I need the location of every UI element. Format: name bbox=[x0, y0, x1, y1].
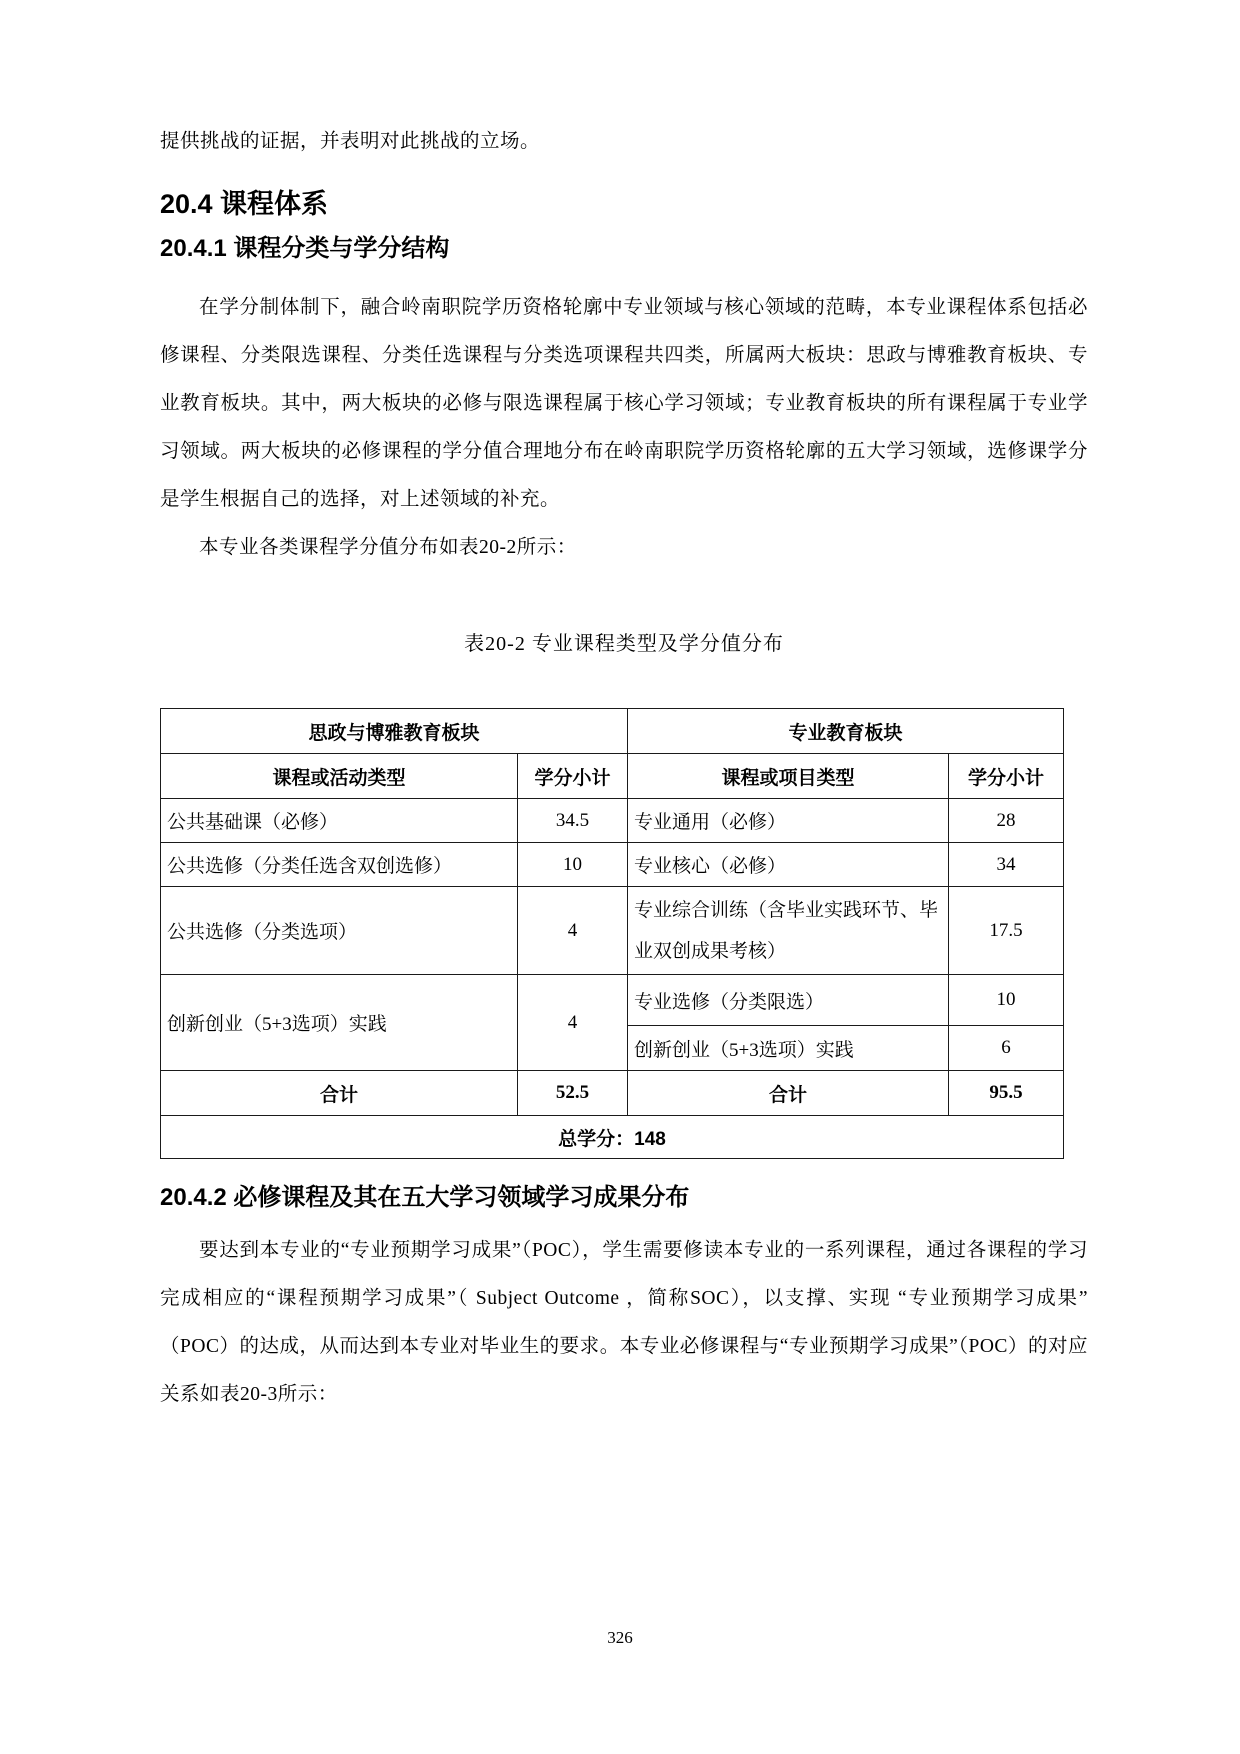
paragraph-credit-structure: 在学分制体制下，融合岭南职院学历资格轮廓中专业领域与核心领域的范畴，本专业课程体系包括必修课程、分类限选课程、分类任选课程与分类选项课程共四类，所属两大板块：思政与博雅教育板块、专业教育板块。其中，两大板块的必修与限选课程属于核心学习领域；专业教育板块的所有课程属于专业学习领域。两大板块的必修课程的学分值合理地分布在岭南职院学历资格轮廓的五大学习领域，选修课学分是学生根据自己的选择，对上述领域的补充。 bbox=[160, 297, 1088, 510]
table-cell: 专业核心（必修） bbox=[628, 843, 949, 887]
table-cell: 34.5 bbox=[518, 799, 628, 843]
table-cell: 6 bbox=[949, 1026, 1064, 1071]
table-cell: 公共选修（分类任选含双创选修） bbox=[161, 843, 518, 887]
paragraph-table-intro: 本专业各类课程学分值分布如表20-2所示： bbox=[199, 537, 577, 558]
table-caption: 表20-2 专业课程类型及学分值分布 bbox=[464, 633, 784, 655]
group-header-professional: 专业教育板块 bbox=[628, 709, 1064, 754]
table-cell: 17.5 bbox=[949, 887, 1064, 975]
table-row bbox=[161, 975, 1064, 1026]
table-column-header-row bbox=[161, 754, 1064, 799]
group-header-civic-liberal: 思政与博雅教育板块 bbox=[161, 709, 628, 754]
table-cell: 创新创业（5+3选项）实践 bbox=[161, 975, 518, 1071]
section-heading-20-4: 20.4 课程体系 bbox=[160, 189, 329, 219]
table-cell: 4 bbox=[518, 975, 628, 1071]
table-cell: 10 bbox=[949, 975, 1064, 1026]
table-grand-total-row bbox=[161, 1116, 1064, 1159]
col-header-course-activity-type: 课程或活动类型 bbox=[161, 754, 518, 799]
subsection-heading-20-4-1: 20.4.1 课程分类与学分结构 bbox=[160, 235, 450, 262]
credits-table bbox=[160, 708, 1064, 1159]
table-cell: 公共基础课（必修） bbox=[161, 799, 518, 843]
col-header-credit-subtotal-left: 学分小计 bbox=[518, 754, 628, 799]
table-cell: 创新创业（5+3选项）实践 bbox=[628, 1026, 949, 1071]
table-row bbox=[161, 799, 1064, 843]
table-cell: 34 bbox=[949, 843, 1064, 887]
page-number: 326 bbox=[607, 1628, 633, 1647]
table-group-header-row bbox=[161, 709, 1064, 754]
table-row bbox=[161, 887, 1064, 975]
col-header-course-project-type: 课程或项目类型 bbox=[628, 754, 949, 799]
table-totals-row bbox=[161, 1071, 1064, 1116]
col-header-credit-subtotal-right: 学分小计 bbox=[949, 754, 1064, 799]
table-cell: 专业选修（分类限选） bbox=[628, 975, 949, 1026]
table-cell: 专业综合训练（含毕业实践环节、毕业双创成果考核） bbox=[628, 887, 949, 975]
paragraph-poc-soc: 要达到本专业的“专业预期学习成果”（POC），学生需要修读本专业的一系列课程，通过各课程的学习完成相应的“课程预期学习成果”（ Subject Outcome ，简称SOC），以支撑、实现 “专业预期学习成果”（POC）的达成，从而达到本专业对毕业生的要求。本专业必修课程与“专业预期学习成果”（POC）的对应关系如表20-3所示： bbox=[160, 1240, 1088, 1405]
total-value-right: 95.5 bbox=[949, 1071, 1064, 1116]
subsection-heading-20-4-2: 20.4.2 必修课程及其在五大学习领域学习成果分布 bbox=[160, 1184, 690, 1211]
table-cell: 28 bbox=[949, 799, 1064, 843]
intro-paragraph: 提供挑战的证据，并表明对此挑战的立场。 bbox=[160, 131, 541, 152]
total-label-left: 合计 bbox=[161, 1071, 518, 1116]
total-value-left: 52.5 bbox=[518, 1071, 628, 1116]
total-label-right: 合计 bbox=[628, 1071, 949, 1116]
table-cell: 专业通用（必修） bbox=[628, 799, 949, 843]
grand-total-cell: 总学分：148 bbox=[161, 1116, 1064, 1159]
table-cell: 4 bbox=[518, 887, 628, 975]
table-row bbox=[161, 843, 1064, 887]
table-cell: 10 bbox=[518, 843, 628, 887]
table-cell: 公共选修（分类选项） bbox=[161, 887, 518, 975]
